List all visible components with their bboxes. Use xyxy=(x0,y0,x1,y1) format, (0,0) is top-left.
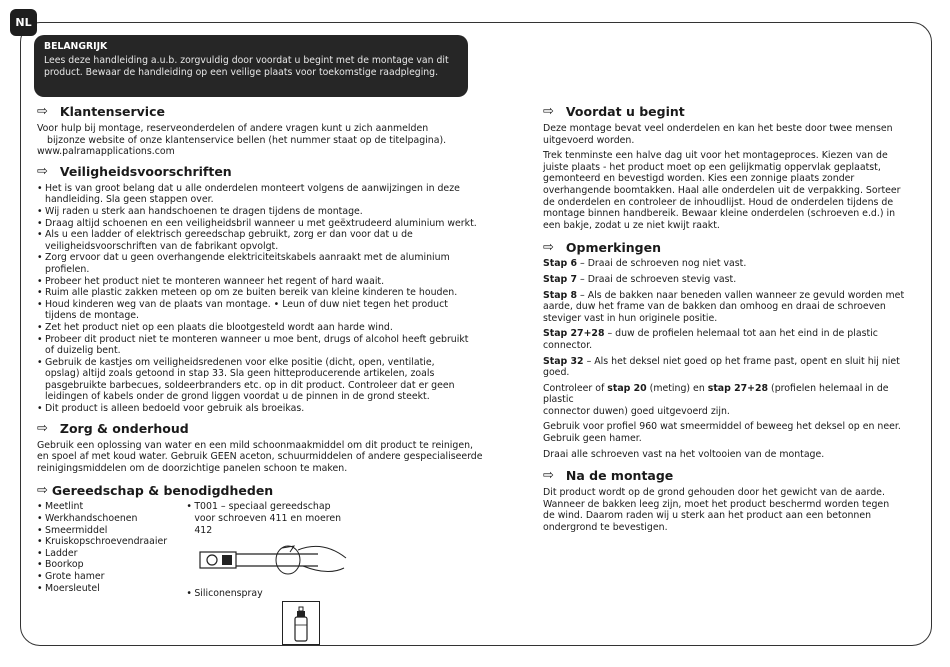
zorg-text: Gebruik een oplossing van water en een mild schoonmaakmiddel om dit product te reinigen, en spoel af met koud water. Gebruik GEEN aceton, schuurmiddelen of andere gespecialiseerde reinigingsmiddelen om de doorzichtige panelen schoon te maken. xyxy=(37,439,483,474)
list-item: • Smeermiddel xyxy=(37,525,186,537)
safety-item: • Zorg ervoor dat u geen overhangende elektriciteitskabels aanraakt met de aluminium profielen. xyxy=(37,252,485,275)
safety-item: • Probeer het product niet te monteren wanneer het regent of hard waait. xyxy=(37,276,485,288)
t001-tool-illustration xyxy=(198,540,348,580)
safety-item: • Als u een ladder of elektrisch gereedschap gebruikt, zorg er dan voor dat u de veiligheidsvoorschriften van de fabrikant opvolgt. xyxy=(37,229,485,252)
list-item: • Werkhandschoenen xyxy=(37,513,186,525)
arrow-icon: ⇨ xyxy=(543,104,554,120)
voordat-details: Trek tenminste een halve dag uit voor het montageproces. Kiezen van de juiste plaats - het product moet op een gelijkmatig oppervlak geplaatst, gemonteerd en bevestigd worden. Kies een zonnige plaats zonder overhangende boomtakken. Haal alle onderdelen uit de verpakking. Sorteer de onderdelen en controleer de inhoudlijst. Houd de onderdelen tijdens de montage binnen handbereik. Bewaar kleine onderdelen (schroeven e.d.) in een bakje, zodat u ze niet kwijt raakt. xyxy=(543,150,901,231)
section-title-klantenservice: ⇨ Klantenservice xyxy=(37,104,165,120)
safety-item: • Ruim alle plastic zakken meteen op om ze buiten bereik van kleine kinderen te houden. xyxy=(37,287,485,299)
spray-can-illustration xyxy=(282,601,320,645)
notice-line: product. Bewaar de handleiding op een veilige plaats voor toekomstige raadpleging. xyxy=(44,67,439,78)
tool-items xyxy=(37,501,186,649)
note-step-8: Stap 8 – Als de bakken naar beneden vallen wanneer ze gevuld worden met aarde, duw het frame van de bakken dan omhoog en draai de schroeven steviger vast in hun originele positie. xyxy=(543,289,905,324)
right-column xyxy=(543,103,918,534)
arrow-icon: ⇨ xyxy=(37,104,48,120)
safety-list xyxy=(37,183,485,415)
list-item: • T001 – speciaal gereedschap voor schroeven 411 en moeren 412 xyxy=(186,501,346,536)
list-item: • Kruiskopschroevendraaier xyxy=(37,536,186,548)
list-item: • Siliconenspray xyxy=(186,588,346,600)
language-badge: NL xyxy=(10,9,37,36)
note-controleer: Controleer of stap 20 (meting) en stap 27+28 (profielen helemaal in de plastic connector duwen) goed uitgevoerd zijn. xyxy=(543,382,889,417)
section-title-veiligheid: ⇨ Veiligheidsvoorschriften xyxy=(37,163,232,179)
safety-item: • Wij raden u sterk aan handschoenen te dragen tijdens de montage. xyxy=(37,206,485,218)
note-step-27-28: Stap 27+28 – duw de profielen helemaal tot aan het eind in de plastic connector. xyxy=(543,328,878,351)
safety-item: • Houd kinderen weg van de plaats van montage. • Leun of duw niet tegen het product tijdens de montage. xyxy=(37,299,485,322)
note-profiel: Gebruik voor profiel 960 wat smeermiddel of beweeg het deksel op en neer. Gebruik geen hamer. xyxy=(543,421,901,445)
note-step-7: Stap 7 – Draai de schroeven stevig vast. xyxy=(543,273,737,285)
section-title-zorg: ⇨ Zorg & onderhoud xyxy=(37,420,189,436)
voordat-intro: Deze montage bevat veel onderdelen en kan het beste door twee mensen uitgevoerd worden. xyxy=(543,123,893,146)
safety-item: • Zet het product niet op een plaats die blootgesteld wordt aan harde wind. xyxy=(37,322,485,334)
section-title-gereedschap: ⇨ Gereedschap & benodigdheden xyxy=(37,482,274,498)
section-title-na-montage: ⇨ Na de montage xyxy=(543,468,674,484)
klantenservice-text: Voor hulp bij montage, reserveonderdelen of andere vragen kunt u zich aanmelden bijzonze website of onze klantenservice bellen (het nummer staat op de titelpagina). www.palramapplications.com xyxy=(37,123,485,158)
safety-item: • Gebruik de kastjes om veiligheidsredenen voor elke positie (dicht, open, ventilatie, opslag) altijd zoals getoond in stap 33. Sla geen hitteproducerende artikelen, zoals pasgebruikte barbecues, soldeerbranders etc. op in dit product. Controleer dat er geen leidingen of kabels onder de grond liggen voordat u de pinnen in de grond steekt. xyxy=(37,357,485,403)
notice-line: Lees deze handleiding a.u.b. zorgvuldig door voordat u begint met de montage van dit xyxy=(44,55,449,66)
arrow-icon: ⇨ xyxy=(543,239,554,255)
note-draai: Draai alle schroeven vast na het voltooien van de montage. xyxy=(543,448,825,460)
list-item: • Ladder xyxy=(37,548,186,560)
safety-item: • Het is van groot belang dat u alle onderdelen monteert volgens de aanwijzingen in deze handleiding. Sla geen stappen over. xyxy=(37,183,485,206)
tools-list xyxy=(37,501,485,649)
list-item: • Moersleutel xyxy=(37,583,186,595)
special-tools xyxy=(186,501,485,649)
list-item: • Meetlint xyxy=(37,501,186,513)
note-step-32: Stap 32 – Als het deksel niet goed op het frame past, opent en sluit hij niet goed. xyxy=(543,355,900,379)
important-notice xyxy=(34,35,468,97)
arrow-icon: ⇨ xyxy=(543,468,554,484)
list-item: • Grote hamer xyxy=(37,571,186,583)
left-column xyxy=(37,103,485,649)
safety-item: • Probeer dit product niet te monteren wanneer u moe bent, drugs of alcohol heeft gebruikt of duizelig bent. xyxy=(37,334,485,357)
safety-item: • Draag altijd schoenen en een veiligheidsbril wanneer u met geëxtrudeerd aluminium werkt. xyxy=(37,218,485,230)
arrow-icon: ⇨ xyxy=(37,482,48,498)
notice-title: BELANGRIJK xyxy=(44,41,108,52)
section-title-opmerkingen: ⇨ Opmerkingen xyxy=(543,239,661,255)
list-item: • Boorkop xyxy=(37,559,186,571)
na-montage-text: Dit product wordt op de grond gehouden door het gewicht van de aarde. Wanneer de bakken leeg zijn, moet het product beschermd worden tegen de wind. Daarom raden wij u sterk aan het product aan een betonnen ondergrond te bevestigen. xyxy=(543,487,890,534)
arrow-icon: ⇨ xyxy=(37,420,48,436)
safety-item: • Dit product is alleen bedoeld voor gebruik als broeikas. xyxy=(37,403,485,415)
arrow-icon: ⇨ xyxy=(37,163,48,179)
section-title-voordat: ⇨ Voordat u begint xyxy=(543,104,685,120)
note-step-6: Stap 6 – Draai de schroeven nog niet vast. xyxy=(543,258,747,270)
website-link[interactable]: www.palramapplications.com xyxy=(37,146,175,158)
